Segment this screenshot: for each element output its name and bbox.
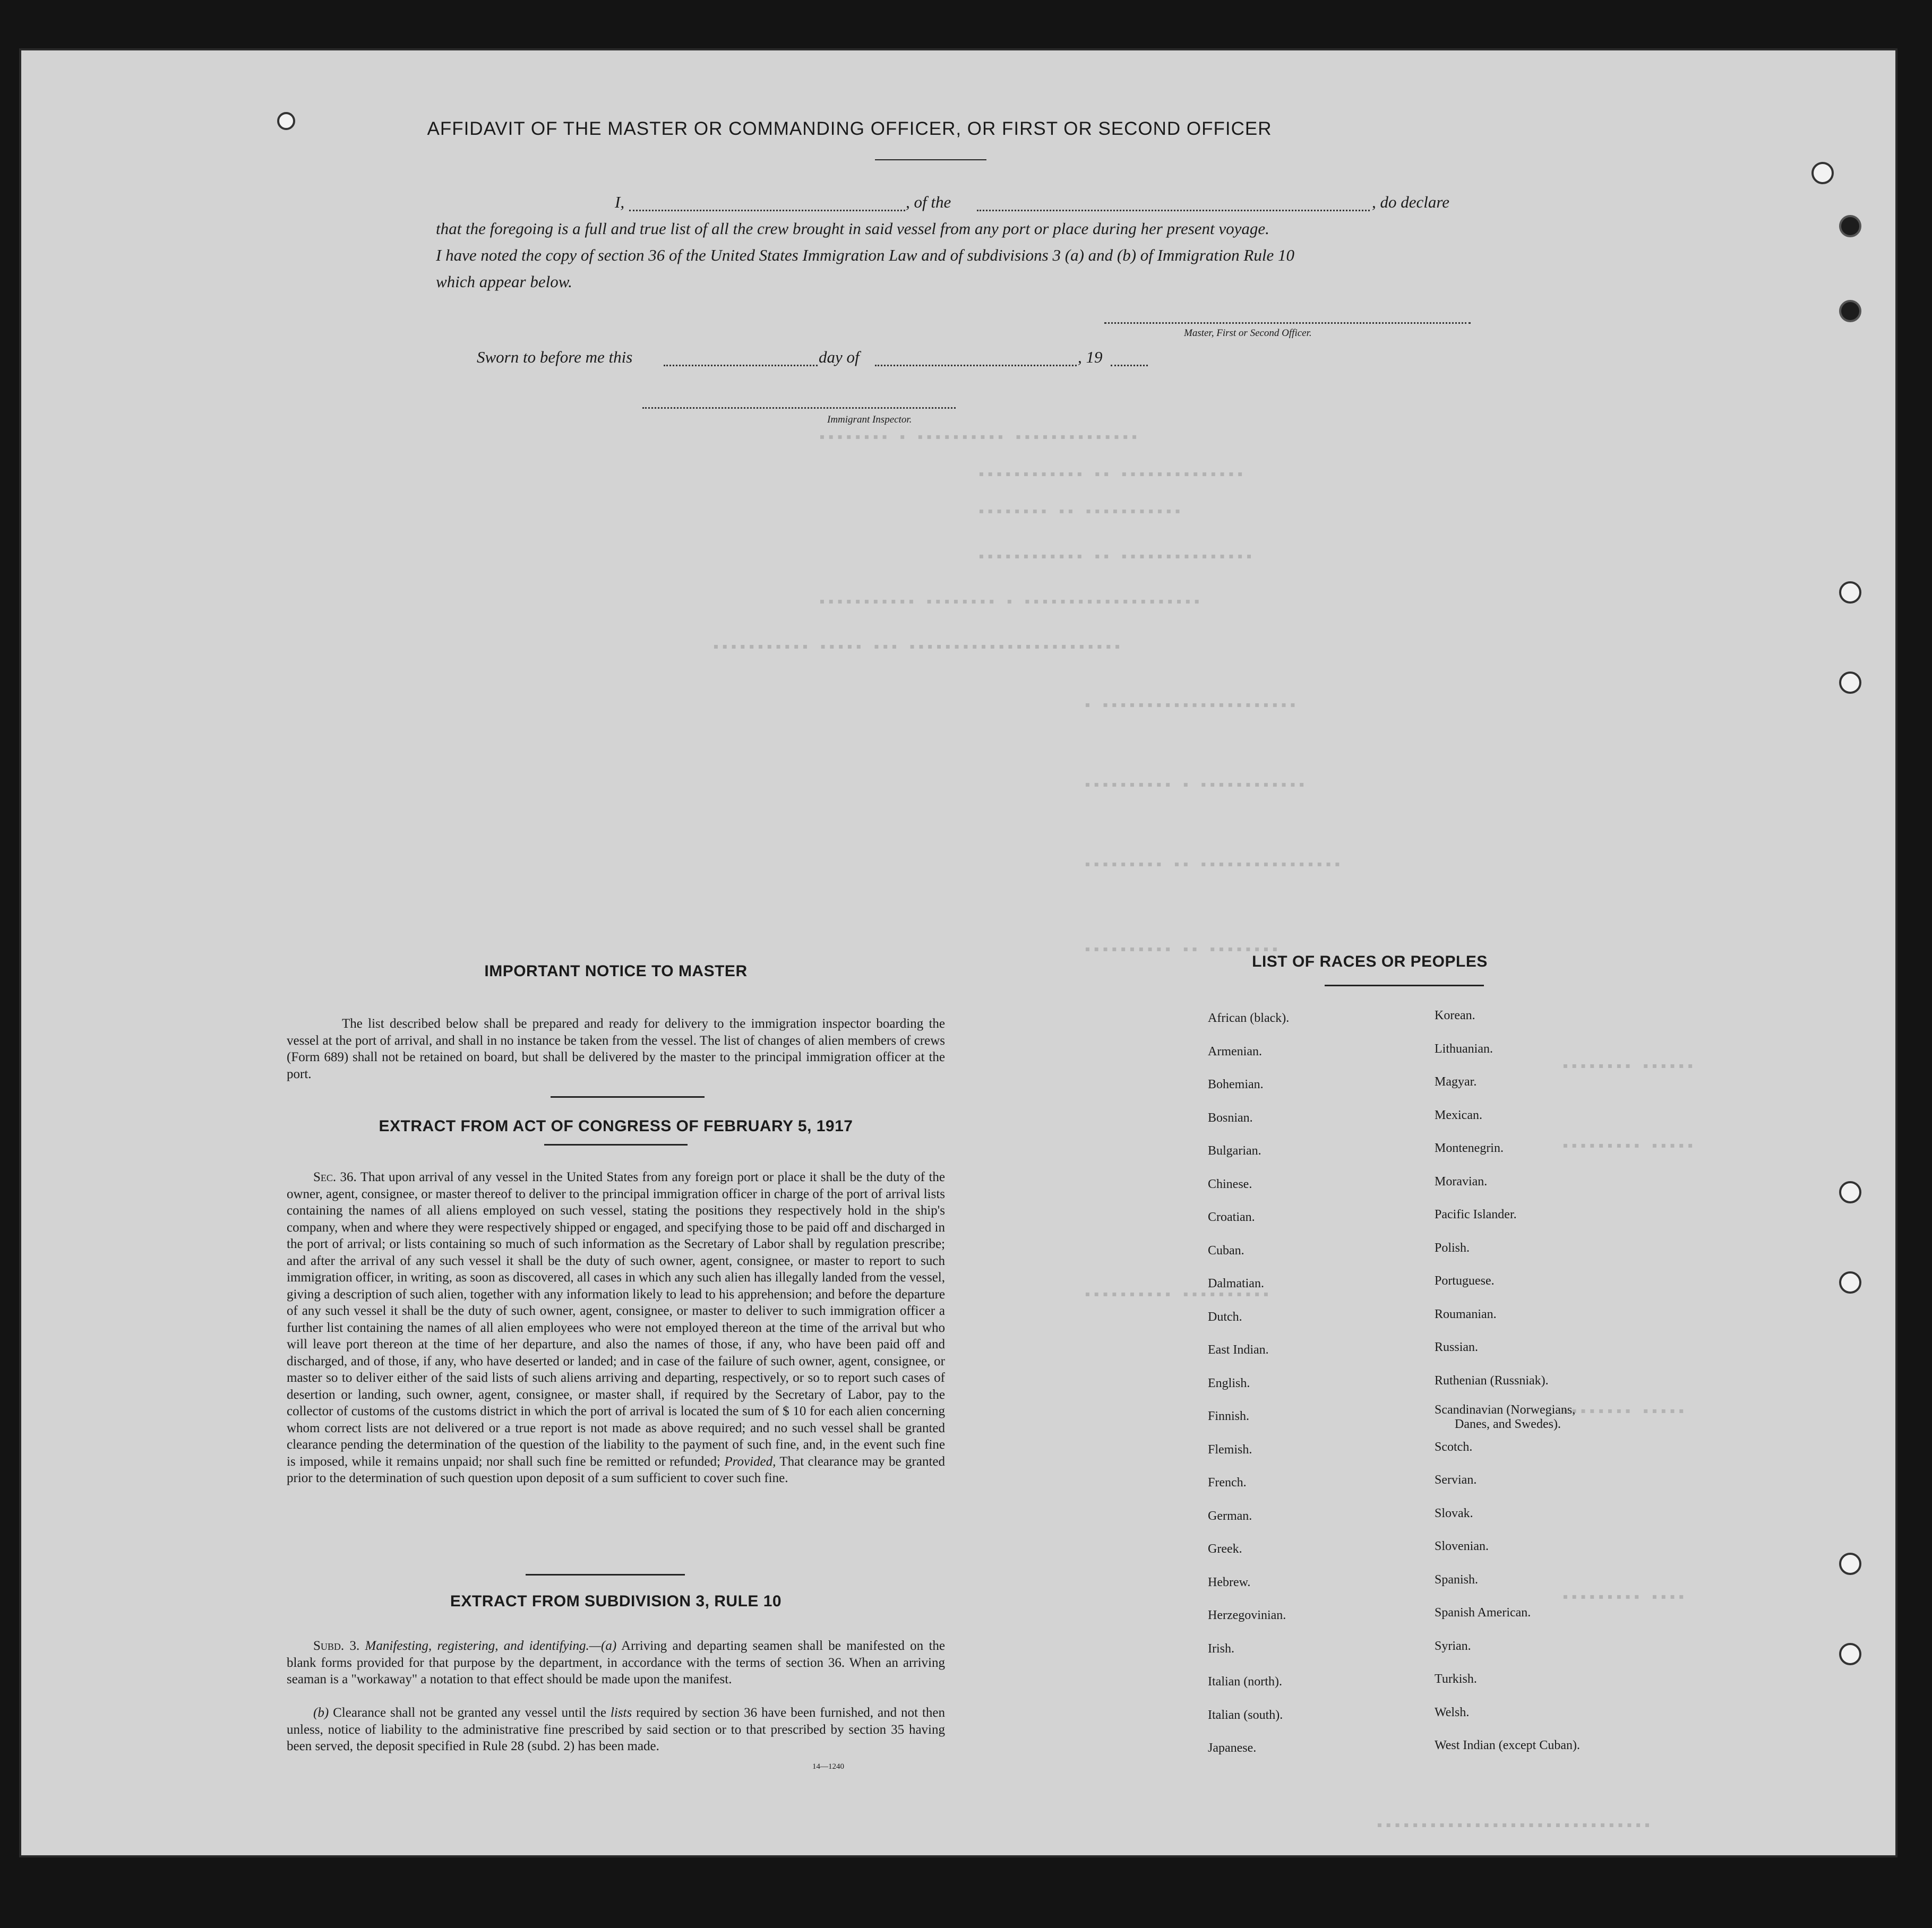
binder-hole bbox=[277, 112, 295, 130]
race-item: Flemish. bbox=[1208, 1443, 1252, 1457]
declarant-name-field[interactable] bbox=[629, 210, 905, 211]
b-label: (b) bbox=[313, 1706, 329, 1720]
inspector-label: Immigrant Inspector. bbox=[827, 414, 912, 425]
race-item: Italian (north). bbox=[1208, 1675, 1282, 1689]
act-heading: EXTRACT FROM ACT OF CONGRESS OF FEBRUARY 5, 1917 bbox=[379, 1117, 853, 1135]
subd-label: Subd. 3. bbox=[313, 1639, 360, 1653]
race-item: East Indian. bbox=[1208, 1343, 1269, 1357]
sworn-month-field[interactable] bbox=[875, 365, 1077, 366]
notice-divider bbox=[551, 1096, 705, 1098]
affidavit-title: AFFIDAVIT OF THE MASTER OR COMMANDING OFFICER, OR FIRST OR SECOND OFFICER bbox=[427, 118, 1272, 139]
binder-hole bbox=[1839, 672, 1861, 694]
binder-hole bbox=[1839, 1643, 1861, 1665]
race-item: Greek. bbox=[1208, 1542, 1242, 1556]
race-item: Dalmatian. bbox=[1208, 1277, 1264, 1290]
of-the-label: , of the bbox=[906, 193, 951, 211]
year-prefix: , 19 bbox=[1078, 348, 1103, 366]
race-item: Armenian. bbox=[1208, 1045, 1262, 1058]
rule-heading: EXTRACT FROM SUBDIVISION 3, RULE 10 bbox=[450, 1593, 782, 1610]
race-item: Scandinavian (Norwegians, bbox=[1435, 1403, 1576, 1417]
act-section-text bbox=[287, 1169, 945, 1487]
sworn-line bbox=[21, 348, 1895, 369]
affidavit-line-2: that the foregoing is a full and true list of all the crew brought in said vessel from any port or place during her present voyage. bbox=[436, 219, 1269, 238]
race-item: Ruthenian (Russniak). bbox=[1435, 1374, 1549, 1388]
vessel-name-field[interactable] bbox=[977, 210, 1370, 211]
race-item: Russian. bbox=[1435, 1340, 1479, 1354]
race-item: French. bbox=[1208, 1476, 1247, 1490]
race-item: Dutch. bbox=[1208, 1310, 1242, 1324]
rule-para-b bbox=[287, 1705, 945, 1755]
sworn-day-field[interactable] bbox=[664, 365, 818, 366]
subd-title: Manifesting, registering, and identifying.—(a) bbox=[365, 1639, 617, 1653]
race-item: Spanish. bbox=[1435, 1573, 1479, 1587]
para-b-text-1: Clearance shall not be granted any vessel until the bbox=[333, 1706, 606, 1720]
officer-signature-field[interactable] bbox=[1104, 322, 1471, 324]
para-b-text-2: required by section 36 have been furnished, and not then unless, notice of liability to the administrative fine prescribed by said section or to that prescribed by section 35 having been served, the deposit specified in Rule 28 (subd. 2) has been made. bbox=[287, 1706, 945, 1753]
day-of-label: day of bbox=[819, 348, 860, 366]
sec-36-body: That upon arrival of any vessel in the United States from any foreign port or place it shall be the duty of the owner, agent, consignee, or master thereof to deliver to the principal immigration officer in charge of the port of arrival lists containing the names of all aliens employed on such vessel, stating the positions they respectively hold in the ship's company, when and where they were respectively shipped or engaged, and specifying those to be paid off and discharged in the port of arrival; or lists containing so much of such information as the Secretary of Labor shall by regulation prescribe; and after the arrival of any such vessel it shall be the duty of such owner, agent, consignee, or master to report to such immigration officer, in writing, as soon as discovered, all cases in which any such alien has illegally landed from the vessel, giving a description of such alien, together with any information likely to lead to his apprehension; and before the departure of any such vessel it shall be the duty of such owner, agent, consignee, or master to deliver to such immigration officer a further list containing the names of all alien employees who were not employed thereon at the time of the arrival but who will leave port thereon at the time of her departure, and also the names of those, if any, who have been paid off and discharged, and of those, if any, who have deserted or landed; and in case of the failure of such owner, agent, consignee, or master so to deliver either of the said lists of such aliens arriving and departing, respectively, or so to report such cases of desertion or landing, such owner, agent, consignee, or master shall, if required by the Secretary of Labor, pay to the collector of customs of the customs district in which the port of arrival is located the sum of $ 10 for each alien concerning whom correct lists are not delivered or a true report is not made as above required; and no such vessel shall be granted clearance pending the determination of the question of the liability to the payment of such fine, and, in the event such fine is imposed, while it remains unpaid; nor shall such fine be remitted or refunded; bbox=[287, 1170, 946, 1469]
race-item: Irish. bbox=[1208, 1642, 1234, 1656]
i-label: I, bbox=[615, 193, 625, 211]
race-item: Korean. bbox=[1435, 1009, 1475, 1022]
race-item: Mexican. bbox=[1435, 1108, 1482, 1122]
binder-hole bbox=[1839, 300, 1861, 322]
act-heading-underline bbox=[544, 1144, 688, 1146]
race-item: Portuguese. bbox=[1435, 1274, 1495, 1288]
rule-para-a bbox=[287, 1638, 945, 1688]
inspector-signature-field[interactable] bbox=[642, 407, 956, 409]
binder-hole bbox=[1839, 1553, 1861, 1575]
races-heading: LIST OF RACES OR PEOPLES bbox=[1252, 953, 1488, 970]
declarant-line bbox=[21, 193, 1895, 214]
race-item: Cuban. bbox=[1208, 1244, 1244, 1258]
binder-hole bbox=[1839, 1271, 1861, 1294]
notice-text: The list described below shall be prepared and ready for delivery to the immigration inspector boarding the vessel at the port of arrival, and shall in no instance be taken from the vessel. The list of changes of alien members of crews (Form 689) shall not be retained on board, but shall be delivered by the master to the principal immigration officer at the port. bbox=[287, 1017, 945, 1081]
provided-word: Provided, bbox=[724, 1454, 776, 1469]
sec-36-label: Sec. 36. bbox=[313, 1170, 357, 1184]
sec-36-body-end: That clearance may be granted prior to the determination of such question upon deposit of a sum sufficient to cover such fine. bbox=[287, 1454, 945, 1485]
race-item: Herzegovinian. bbox=[1208, 1608, 1286, 1622]
binder-hole bbox=[1839, 1181, 1861, 1203]
race-item: Slovenian. bbox=[1435, 1539, 1489, 1553]
affidavit-line-4: which appear below. bbox=[436, 272, 572, 291]
sworn-year-field[interactable] bbox=[1111, 365, 1148, 366]
do-declare-label: , do declare bbox=[1372, 193, 1450, 211]
race-item: Polish. bbox=[1435, 1241, 1470, 1255]
race-item: Spanish American. bbox=[1435, 1606, 1531, 1620]
race-item: Lithuanian. bbox=[1435, 1042, 1493, 1056]
title-underline bbox=[875, 159, 986, 160]
affidavit-line-3: I have noted the copy of section 36 of the United States Immigration Law and of subdivisions 3 (a) and (b) of Immigration Rule 10 bbox=[436, 246, 1294, 264]
lists-word: lists bbox=[610, 1706, 632, 1720]
race-item: Hebrew. bbox=[1208, 1576, 1251, 1589]
sworn-prefix: Sworn to before me this bbox=[477, 348, 633, 366]
para-a-text: Arriving and departing seamen shall be manifested on the blank forms provided for that purpose by the department, in accordance with the terms of section 36. When an arriving seaman is a "workaway" a notation to that effect should be made upon the manifest. bbox=[287, 1639, 945, 1686]
race-item: Pacific Islander. bbox=[1435, 1208, 1517, 1221]
notice-heading: IMPORTANT NOTICE TO MASTER bbox=[484, 962, 748, 980]
race-item: Chinese. bbox=[1208, 1177, 1252, 1191]
race-item: Bohemian. bbox=[1208, 1078, 1264, 1091]
race-item: Montenegrin. bbox=[1435, 1141, 1504, 1155]
race-item: Moravian. bbox=[1435, 1175, 1488, 1189]
binder-hole bbox=[1839, 215, 1861, 237]
race-item: Italian (south). bbox=[1208, 1708, 1283, 1722]
race-item: Japanese. bbox=[1208, 1741, 1257, 1755]
act-divider bbox=[526, 1574, 685, 1576]
race-item: Finnish. bbox=[1208, 1409, 1250, 1423]
officer-signature-label: Master, First or Second Officer. bbox=[1184, 328, 1312, 339]
form-page: ▪▪▪▪▪▪▪▪ ▪ ▪▪▪▪▪▪▪▪▪▪ ▪▪▪▪▪▪▪▪▪▪▪▪▪▪ ▪▪▪▪▪▪▪▪▪▪▪▪ ▪▪ ▪▪▪▪▪▪▪▪▪▪▪▪▪▪ ▪▪▪▪▪▪▪▪ ▪▪ ▪▪▪▪▪▪▪▪▪▪▪ ▪▪▪▪▪▪▪▪▪▪▪▪ ▪▪ ▪▪▪▪▪▪▪▪▪▪▪▪▪▪▪ ▪▪▪▪▪▪▪▪▪▪▪ ▪▪▪▪▪▪▪▪ ▪ ▪▪▪▪▪▪▪▪▪▪▪▪▪▪▪▪▪▪▪▪ ▪▪▪▪▪▪▪▪▪▪▪ ▪▪▪▪▪ ▪▪▪ ▪▪▪▪▪▪▪▪▪▪▪▪▪▪▪▪▪▪▪▪▪▪▪▪ ▪ ▪▪▪▪▪▪▪▪▪▪▪▪▪▪▪▪▪▪▪▪▪▪ ▪▪▪▪▪▪▪▪▪▪ ▪ ▪▪▪▪▪▪▪▪▪▪▪▪ ▪▪▪▪▪▪▪▪▪ ▪▪ ▪▪▪▪▪▪▪▪▪▪▪▪▪▪▪▪ ▪▪▪▪▪▪▪▪▪▪ ▪▪ ▪▪▪▪▪▪▪▪ ▪▪▪▪▪▪▪▪ ▪▪▪▪▪▪ ▪▪▪▪▪▪▪▪▪ ▪▪▪▪▪ ▪▪▪▪▪▪▪▪▪▪ ▪▪▪▪▪▪▪▪▪▪ ▪▪▪▪▪▪▪▪ ▪▪▪▪▪ ▪▪▪▪▪▪▪▪▪ ▪▪▪▪ ▪▪▪▪▪▪▪▪▪▪▪▪▪▪▪▪▪▪▪▪▪▪▪▪▪▪▪▪▪▪▪ AFFIDAVIT OF THE MASTER OR COMMANDING OFFICER, OR FIRST OR SECOND OFFICER I, , of the , do declare that the foregoing is a full and true list of all the crew brought in said vessel from any port or place during her present voyage. I have noted the copy of section 36 of the United States Immigration Law and of subdivisions 3 (a) and (b) of Immigration Rule 10 which appear below. Master, First or Second Officer. Sworn to before me this day of , 19 Immigrant Inspector. IMPORTANT NOTICE TO MASTER The list described below shall be prepared and ready for delivery to the immigration inspector boarding the vessel at the port of arrival, and shall in no instance be taken from the vessel. The list of changes of alien members of crews (Form 689) shall not be retained on board, but shall be delivered by the master to the principal immigration officer at the port. EXTRACT FROM ACT OF CONGRESS OF FEBRUARY 5, 1917 Sec. 36. That upon arrival of any vessel in the United States from any foreign port or place it shall be the duty of the owner, agent, consignee, or master thereof to deliver to the principal immigration officer in charge of the port of arrival lists containing the names of all aliens employed on such vessel, stating the positions they respectively hold in the ship's company, when and where they were respectively shipped or engaged, and specifying those to be paid off and discharged in the port of arrival; or lists containing so much of such information as the Secretary of Labor shall by regulation prescribe; and after the arrival of any such vessel it shall be the duty of such owner, agent, consignee, or master to report to such immigration officer, in writing, as soon as discovered, all cases in which any such alien has illegally landed from the vessel, giving a description of such alien, together with any information likely to lead to his apprehension; and before the departure of any such vessel it shall be the duty of such owner, agent, consignee, or master to deliver to such immigration officer a further list containing the names of all alien employees who were not employed thereon at the time of the arrival but who will leave port thereon at the time of her departure, and also the names of those, if any, who have been paid off and discharged, and of those, if any, who have deserted or landed; and in case of the failure of such owner, agent, consignee, or master so to deliver either of the said lists of such aliens arriving and departing, respectively, or so to report such cases of desertion or landing, such owner, agent, consignee, or master shall, if required by the Secretary of Labor, pay to the collector of customs of the customs district in which the port of arrival is located the sum of $ 10 for each alien concerning whom correct lists are not delivered or a true report is not made as above required; and no such vessel shall be granted clearance pending the determination of the question of the liability to the payment of such fine, and, in the event such fine is imposed, while it remains unpaid; nor shall such fine be remitted or refunded; Provided, That clearance may be granted prior to the determination of such question upon deposit of a sum sufficient to cover such fine. EXTRACT FROM SUBDIVISION 3, RULE 10 Subd. 3. Manifesting, registering, and identifying.—(a) Arriving and departing seamen shall be manifested on the blank forms provided for that purpose by the department, in accordance with the terms of section 36. When an arriving seaman is a "workaway" a notation to that effect should be made upon the manifest. (b) Clearance shall not be granted any vessel until the lists required by section 36 have been furnished, and not then unless, notice of liability to the administrative fine prescribed by said section or to that prescribed by section 35 having been served, the deposit specified in Rule 28 (subd. 2) has been made. 14—1240 LIST OF RACES OR PEOPLES African (black). Armenian. Bohemian. Bosnian. Bulgarian. Chinese. Croatian. Cuban. Dalmatian. Dutch. East Indian. English. Finnish. Flemish. French. German. Greek. Hebrew. Herzegovinian. Irish. Italian (north). Italian (south). Japanese. Korean. Lithuanian. Magyar. Mexican. Montenegrin. Moravian. Pacific Islander. Polish. Portuguese. Roumanian. Russian. Ruthenian (Russniak). Scandinavian (Norwegians, Danes, and Swedes). Scotch. Servian. Slovak. Slovenian. Spanish. Spanish American. Syrian. Turkish. Welsh. West Indian (except Cuban). bbox=[21, 50, 1895, 1855]
binder-hole bbox=[1811, 162, 1834, 184]
race-item: Bulgarian. bbox=[1208, 1144, 1261, 1158]
race-item: Roumanian. bbox=[1435, 1307, 1497, 1321]
race-item: Bosnian. bbox=[1208, 1111, 1253, 1125]
race-item: English. bbox=[1208, 1376, 1250, 1390]
race-item: Magyar. bbox=[1435, 1075, 1477, 1089]
race-item: Scotch. bbox=[1435, 1440, 1473, 1454]
race-item: Slovak. bbox=[1435, 1507, 1473, 1520]
form-number: 14—1240 bbox=[812, 1762, 844, 1771]
race-item: West Indian (except Cuban). bbox=[1435, 1738, 1580, 1752]
race-item: German. bbox=[1208, 1509, 1252, 1523]
races-heading-underline bbox=[1325, 985, 1484, 986]
race-item: Servian. bbox=[1435, 1473, 1477, 1487]
race-item: African (black). bbox=[1208, 1011, 1290, 1025]
race-item: Welsh. bbox=[1435, 1706, 1470, 1719]
race-item: Croatian. bbox=[1208, 1210, 1255, 1224]
binder-hole bbox=[1839, 581, 1861, 604]
race-item: Turkish. bbox=[1435, 1672, 1477, 1686]
race-item: Syrian. bbox=[1435, 1639, 1471, 1653]
race-item-continuation: Danes, and Swedes). bbox=[1455, 1417, 1561, 1431]
